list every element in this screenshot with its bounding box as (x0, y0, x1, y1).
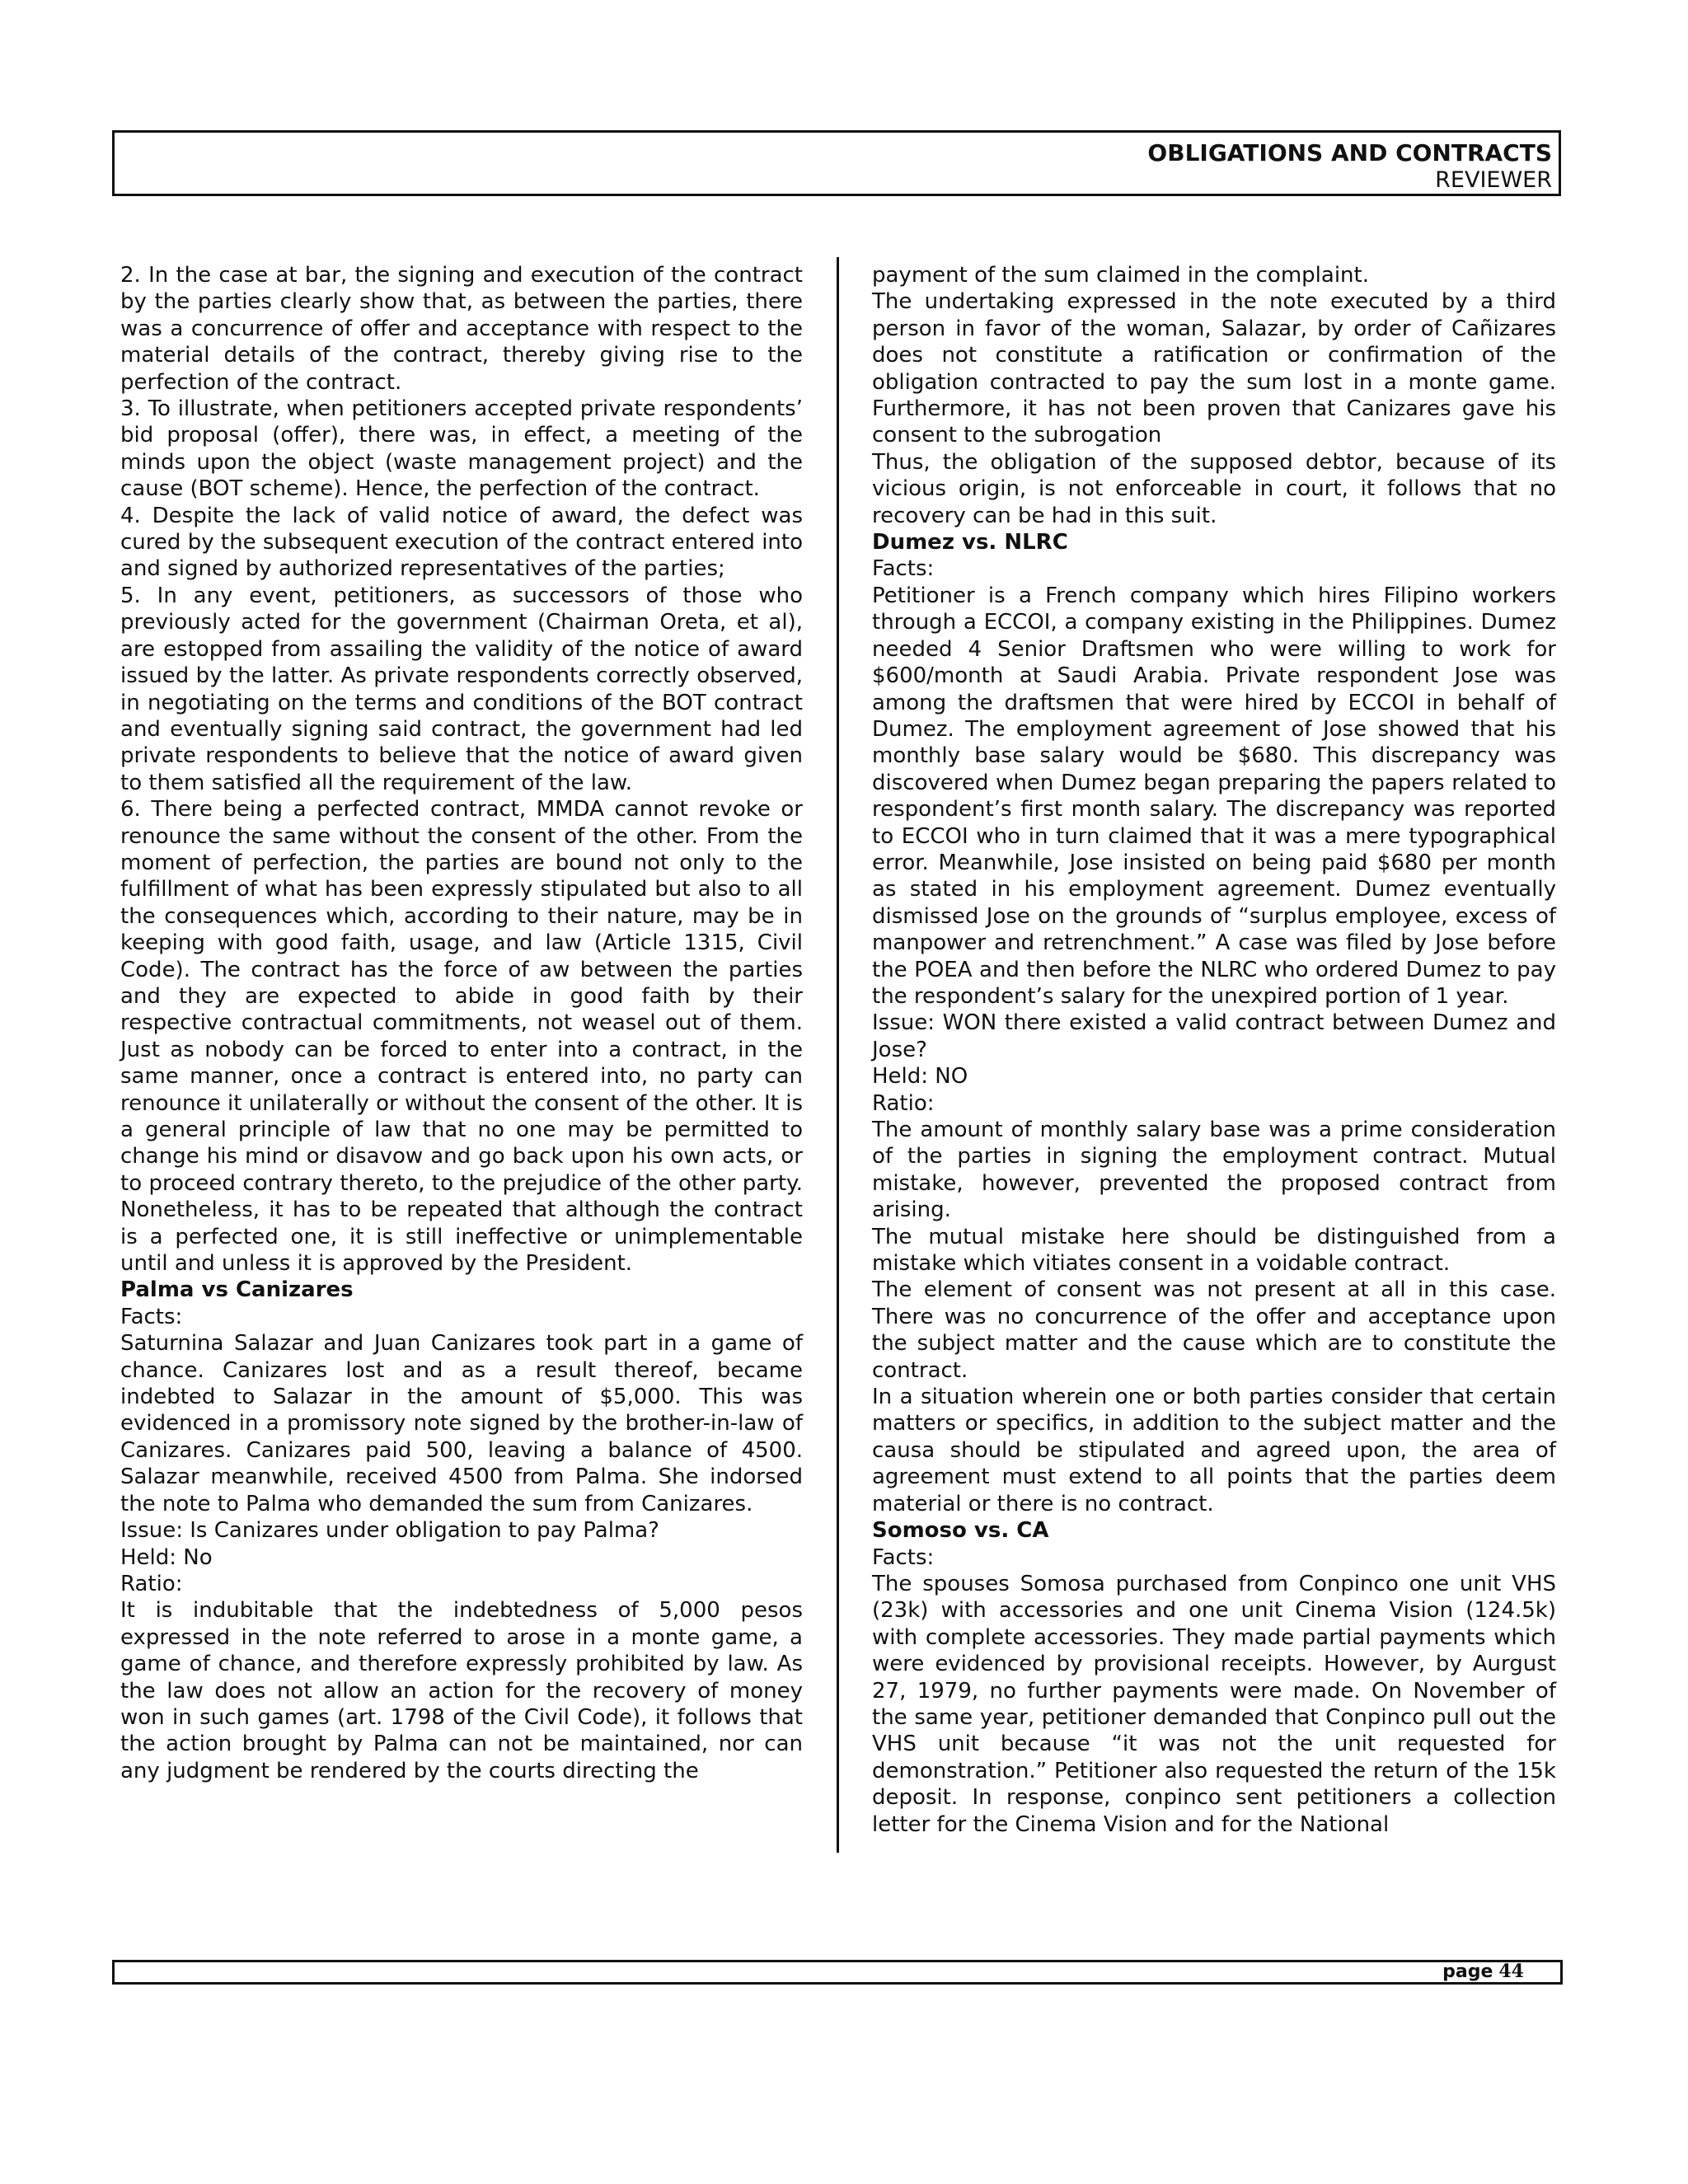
paragraph: The mutual mistake here should be distinguished from a mistake which vitiates consent in a voidable contract. (872, 1224, 1556, 1277)
case-title-dumez: Dumez vs. NLRC (872, 530, 1068, 555)
facts-label: Facts: (120, 1304, 183, 1329)
ratio-label: Ratio: (120, 1571, 183, 1596)
paragraph: The spouses Somosa purchased from Conpinco one unit VHS (23k) with accessories and one unit Cinema Vision (124.5k) with complete accessories. They made partial payments which were evidenced by provisional receipts. However, by Aurgust 27, 1979, no further payments were made. On November of the same year, petitioner demanded that Conpinco pull out the VHS unit because “it was not the unit requested for demonstration.” Petitioner also requested the return of the 15k deposit. In response, conpinco sent petitioners a collection letter for the Cinema Vision and for the National (872, 1571, 1556, 1837)
footer-box (112, 1960, 1563, 1985)
paragraph: The element of consent was not present at all in this case. There was no concurrence of the offer and acceptance upon the subject matter and the cause which are to constitute the contract. (872, 1277, 1556, 1383)
left-column (120, 262, 803, 1784)
paragraph: 6. There being a perfected contract, MMDA cannot revoke or renounce the same without the consent of the other. From the moment of perfection, the parties are bound not only to the fulfillment of what has been expressly stipulated but also to all the consequences which, according to their nature, may be in keeping with good faith, usage, and law (Article 1315, Civil Code). The contract has the force of aw between the parties and they are expected to abide in good faith by their respective contractual commitments, not weasel out of them. Just as nobody can be forced to enter into a contract, in the same manner, once a contract is entered into, no party can renounce it unilaterally or without the consent of the other. It is a general principle of law that no one may be permitted to change his mind or disavow and go back upon his own acts, or to proceed contrary thereto, to the prejudice of the other party. Nonetheless, it has to be repeated that although the contract is a perfected one, it is still ineffective or unimplementable until and unless it is approved by the President. (120, 797, 803, 1277)
document-subtitle: REVIEWER (1435, 167, 1552, 193)
paragraph: 5. In any event, petitioners, as successors of those who previously acted for the government (Chairman Oreta, et al), are estopped from assailing the validity of the notice of award issued by the latter. As private respondents correctly observed, in negotiating on the terms and conditions of the BOT contract and eventually signing said contract, the government had led private respondents to believe that the notice of award given to them satisfied all the requirement of the law. (120, 583, 803, 795)
paragraph: Saturnina Salazar and Juan Canizares took part in a game of chance. Canizares lost and as a result thereof, became indebted to Salazar in the amount of $5,000. This was evidenced in a promissory note signed by the brother-in-law of Canizares. Canizares paid 500, leaving a balance of 4500. Salazar meanwhile, received 4500 from Palma. She indorsed the note to Palma who demanded the sum from Canizares. (120, 1331, 803, 1516)
issue-line: Issue: WON there existed a valid contract between Dumez and Jose? (872, 1010, 1556, 1062)
page-number-value: 44 (1498, 1961, 1524, 1982)
paragraph: The amount of monthly salary base was a prime consideration of the parties in signing the employment contract. Mutual mistake, however, prevented the proposed contract from arising. (872, 1118, 1556, 1223)
held-line: Held: No (120, 1544, 213, 1570)
paragraph: payment of the sum claimed in the complaint. (872, 263, 1369, 288)
header-box (112, 130, 1561, 196)
paragraph: 3. To illustrate, when petitioners accepted private respondents’ bid proposal (offer), there was, in effect, a meeting of the minds upon the object (waste management project) and the cause (BOT scheme). Hence, the perfection of the contract. (120, 396, 803, 502)
facts-label: Facts: (872, 556, 935, 582)
paragraph: It is indubitable that the indebtedness of 5,000 pesos expressed in the note referred to arose in a monte game, a game of chance, and therefore expressly prohibited by law. As the law does not allow an action for the recovery of money won in such games (art. 1798 of the Civil Code), it follows that the action brought by Palma can not be maintained, nor can any judgment be rendered by the courts directing the (120, 1598, 803, 1783)
facts-label: Facts: (872, 1544, 935, 1570)
paragraph: The undertaking expressed in the note executed by a third person in favor of the woman, Salazar, by order of Cañizares does not constitute a ratification or confirmation of the obligation contracted to pay the sum lost in a monte game. Furthermore, it has not been proven that Canizares gave his consent to the subrogation (872, 289, 1556, 448)
paragraph: Petitioner is a French company which hires Filipino workers through a ECCOI, a company existing in the Philippines. Dumez needed 4 Senior Draftsmen who were willing to work for $600/month at Saudi Arabia. Private respondent Jose was among the draftsmen that were hired by ECCOI in behalf of Dumez. The employment agreement of Jose showed that his monthly base salary would be $680. This discrepancy was discovered when Dumez began preparing the papers related to respondent’s first month salary. The discrepancy was reported to ECCOI who in turn claimed that it was a mere typographical error. Meanwhile, Jose insisted on being paid $680 per month as stated in his employment agreement. Dumez eventually dismissed Jose on the grounds of “surplus employee, excess of manpower and retrenchment.” A case was filed by Jose before the POEA and then before the NLRC who ordered Dumez to pay the respondent’s salary for the unexpired portion of 1 year. (872, 583, 1556, 1009)
case-title-somoso: Somoso vs. CA (872, 1518, 1049, 1544)
paragraph: In a situation wherein one or both parties consider that certain matters or specifics, in addition to the subject matter and the causa should be stipulated and agreed upon, the area of agreement must extend to all points that the parties deem material or there is no contract. (872, 1385, 1556, 1516)
issue-line: Issue: Is Canizares under obligation to pay Palma? (120, 1518, 659, 1544)
paragraph: 2. In the case at bar, the signing and execution of the contract by the parties clearly show that, as between the parties, there was a concurrence of offer and acceptance with respect to the material details of the contract, thereby giving rise to the perfection of the contract. (120, 263, 803, 395)
page-number (1442, 1961, 1524, 1982)
paragraph: 4. Despite the lack of valid notice of award, the defect was cured by the subsequent execution of the contract entered into and signed by authorized representatives of the parties; (120, 503, 803, 582)
ratio-label: Ratio: (872, 1090, 935, 1116)
document-title: OBLIGATIONS AND CONTRACTS (1147, 139, 1552, 166)
page-label: page (1442, 1961, 1493, 1982)
held-line: Held: NO (872, 1064, 968, 1090)
right-column (872, 262, 1556, 1838)
case-title-palma: Palma vs Canizares (120, 1277, 354, 1303)
column-divider (837, 257, 839, 1853)
paragraph: Thus, the obligation of the supposed debtor, because of its vicious origin, is not enforceable in court, it follows that no recovery can be had in this suit. (872, 449, 1556, 528)
